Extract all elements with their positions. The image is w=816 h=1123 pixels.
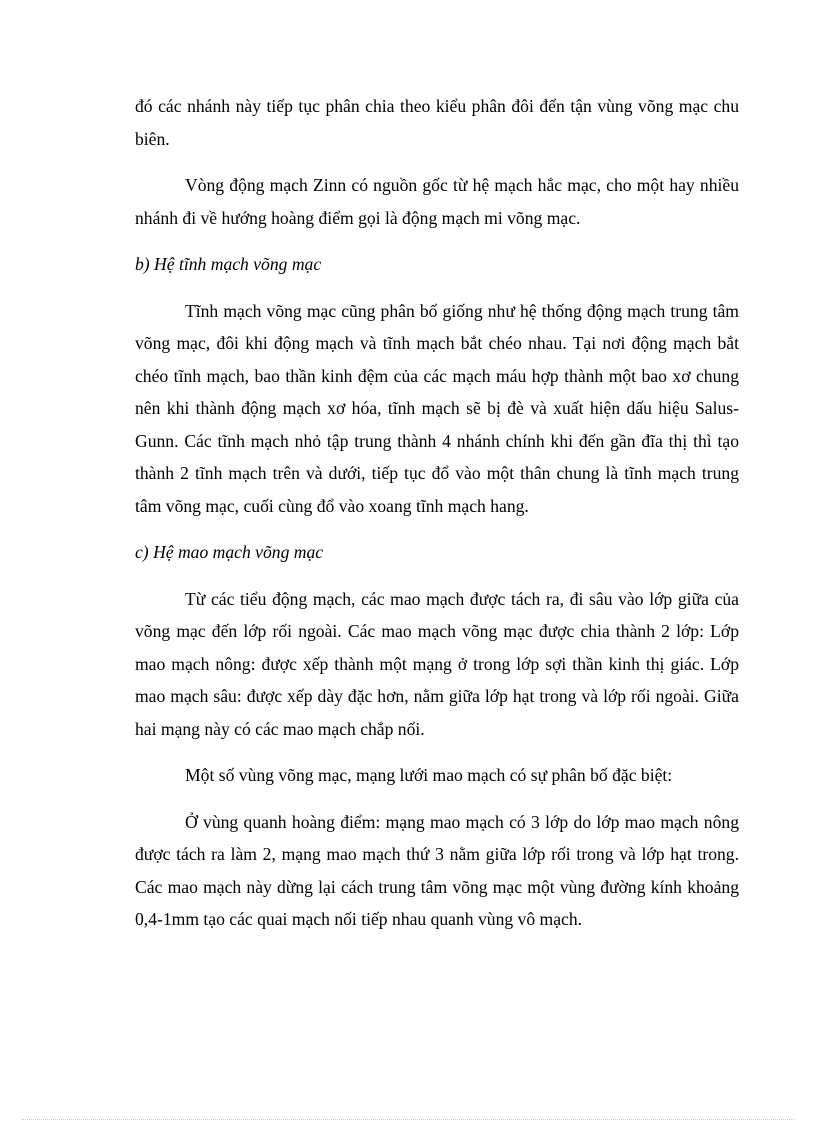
paragraph-perifoveal-region: Ở vùng quanh hoàng điểm: mạng mao mạch có 3 lớp do lớp mao mạch nông được tách ra làm 2, mạng mao mạch thứ 3 nằm giữa lớp rối trong và lớp hạt trong. Các mao mạch này dừng lại cách trung tâm võng mạc một vùng đường kính khoảng 0,4-1mm tạo các quai mạch nối tiếp nhau quanh vùng vô mạch. xyxy=(135,811,739,929)
paragraph-zinn-circle: Vòng động mạch Zinn có nguồn gốc từ hệ mạch hắc mạc, cho một hay nhiều nhánh đi về hướng hoàng điểm gọi là động mạch mi võng mạc. xyxy=(135,175,739,228)
paragraph-capillary-layers: Từ các tiểu động mạch, các mao mạch được tách ra, đi sâu vào lớp giữa của võng mạc đến lớp rối ngoài. Các mao mạch võng mạc được chia thành 2 lớp: Lớp mao mạch nông: được xếp thành một mạng ở trong lớp sợi thần kinh thị giác. Lớp mao mạch sâu: được xếp dày đặc hơn, nằm giữa lớp hạt trong và lớp rối ngoài. Giữa hai mạng này có các mao mạch chắp nối. xyxy=(135,588,739,739)
section-heading-retinal-veins: b) Hệ tĩnh mạch võng mạc xyxy=(135,254,322,274)
paragraph-intro-continuation: đó các nhánh này tiếp tục phân chia theo kiểu phân đôi đến tận vùng võng mạc chu biên. xyxy=(135,96,739,149)
paragraph-retinal-veins: Tĩnh mạch võng mạc cũng phân bố giống như hệ thống động mạch trung tâm võng mạc, đôi khi động mạch và tĩnh mạch bắt chéo nhau. Tại nơi động mạch bắt chéo tĩnh mạch, bao thần kinh đệm của các mạch máu hợp thành một bao xơ chung nên khi thành động mạch xơ hóa, tĩnh mạch sẽ bị đè và xuất hiện dấu hiệu Salus-Gunn. Các tĩnh mạch nhỏ tập trung thành 4 nhánh chính khi đến gần đĩa thị thì tạo thành 2 tĩnh mạch trên và dưới, tiếp tục đổ vào một thân chung là tĩnh mạch trung tâm võng mạc, cuối cùng đổ vào xoang tĩnh mạch hang. xyxy=(135,300,739,516)
page-bottom-divider xyxy=(22,1119,794,1120)
page-content xyxy=(135,90,739,950)
paragraph-special-distribution: Một số vùng võng mạc, mạng lưới mao mạch có sự phân bố đặc biệt: xyxy=(185,765,673,785)
section-heading-retinal-capillaries: c) Hệ mao mạch võng mạc xyxy=(135,542,324,562)
